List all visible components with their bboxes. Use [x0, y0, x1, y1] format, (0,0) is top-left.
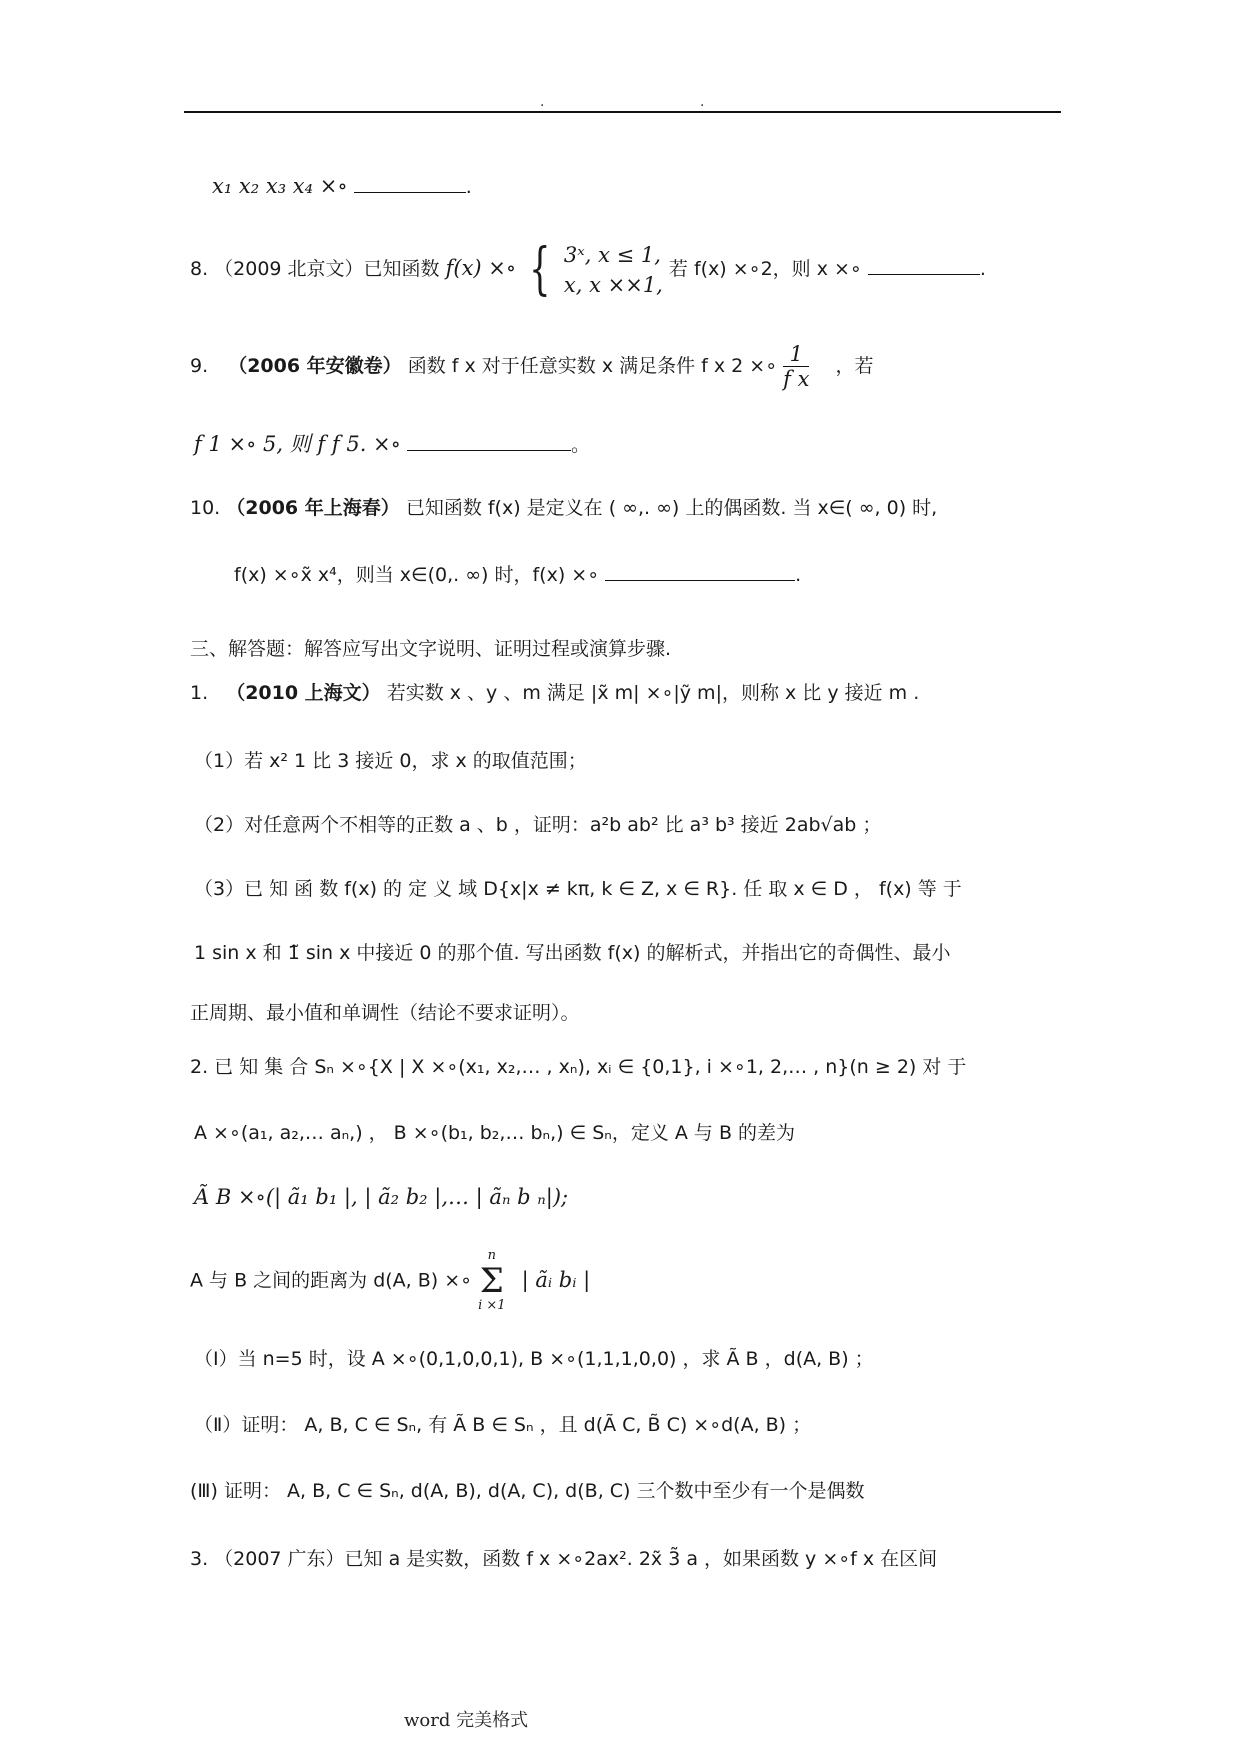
q9-fraction-numerator: 1	[783, 342, 809, 367]
problem-1	[190, 680, 919, 706]
header-dot-left: .	[540, 94, 545, 110]
section-3-heading-text: 三、解答题：解答应写出文字说明、证明过程或演算步骤.	[190, 638, 672, 660]
p1-part-3-text: （3）已 知 函 数 f(x) 的 定 义 域 D{x|x ≠ kπ, k ∈ Z, x ∈ R}. 任 取 x ∈ D ， f(x) 等 于	[194, 878, 962, 900]
q9-fraction	[783, 342, 809, 391]
p2-distance-summand: | ãᵢ bᵢ |	[521, 1267, 591, 1292]
problem-2-part-I	[194, 1346, 874, 1372]
problem-2-part-II	[194, 1412, 811, 1438]
header-rule	[184, 111, 1061, 113]
q8-prefix: 8. （2009 北京文）已知函数	[190, 258, 440, 280]
p2-sigma	[478, 1248, 505, 1314]
p2-sigma-lower: i ×1	[478, 1298, 506, 1313]
p1-part-3b-text: 1 sin x 和 1̃ sin x 中接近 0 的那个值. 写出函数 f(x) 的解析式，并指出它的奇偶性、最小	[194, 942, 951, 964]
q9-tail: ，若	[835, 355, 874, 377]
problem-1-part-2	[194, 812, 881, 838]
q9-end-mark: 。	[570, 434, 590, 456]
footer-text: word 完美格式	[404, 1710, 529, 1731]
p2-distance-prefix: A 与 B 之间的距离为 d(A, B) ×∘	[190, 1269, 473, 1292]
p1-text: 若实数 x 、y 、m 满足 |x̃ m| ×∘|ỹ m|，则称 x 比 y 接近 m .	[386, 682, 920, 704]
section-3-heading	[190, 636, 671, 662]
question-9-continued	[194, 430, 590, 458]
q10-number: 10.	[190, 497, 221, 519]
q10b-expression: f(x) ×∘x̃ x⁴，则当 x∈(0,. ∞) 时，f(x) ×∘	[234, 564, 600, 586]
problem-3	[190, 1546, 937, 1572]
q9-fraction-denominator: f x	[783, 367, 810, 391]
q8-brace: {	[529, 236, 551, 302]
q7-answer-blank	[354, 172, 466, 193]
question-9	[190, 340, 874, 392]
problem-1-part-3	[194, 876, 962, 902]
problem-2-distance	[190, 1248, 590, 1314]
q7-continuation: x₁ x₂ x₃ x₄ ×∘ .	[212, 174, 472, 198]
problem-1-part-3-end	[190, 1000, 580, 1026]
p2-part-III-text: (Ⅲ) 证明： A, B, C ∈ Sₙ, d(A, B), d(A, C), d(B, C) 三个数中至少有一个是偶数	[190, 1480, 865, 1502]
q8-case-1: 3ˣ, x ≤ 1,	[563, 242, 661, 267]
q9-text: 函数 f x 对于任意实数 x 满足条件 f x 2 ×∘	[407, 355, 778, 377]
q10-answer-blank	[605, 560, 795, 581]
q8-cases	[564, 240, 663, 300]
p2-part-I-text: （Ⅰ）当 n=5 时，设 A ×∘(0,1,0,0,1), B ×∘(1,1,1,0,0) ，求 Ã B ，d(A, B) ；	[194, 1348, 874, 1370]
p2-line-2-text: A ×∘(a₁, a₂,… aₙ,) ， B ×∘(b₁, b₂,… bₙ,) ∈ Sₙ，定义 A 与 B 的差为	[194, 1122, 796, 1144]
p1-number: 1.	[190, 682, 209, 704]
p1-source: （2010 上海文）	[226, 682, 381, 704]
q8-case-2: x, x ××1,	[563, 272, 663, 297]
problem-1-part-1	[194, 748, 587, 774]
q10-text: 已知函数 f(x) 是定义在 ( ∞,. ∞) 上的偶函数. 当 x∈( ∞, 0) 时,	[405, 497, 938, 519]
p1-part-3c-text: 正周期、最小值和单调性（结论不要求证明）。	[190, 1002, 580, 1024]
q10-source: （2006 年上海春）	[226, 497, 400, 519]
p3-text: 3. （2007 广东）已知 a 是实数，函数 f x ×∘2ax². 2x̃ 3̃ a ，如果函数 y ×∘f x 在区间	[190, 1548, 938, 1570]
question-10-continued: f(x) ×∘x̃ x⁴，则当 x∈(0,. ∞) 时，f(x) ×∘ .	[234, 560, 801, 588]
p1-part-1-text: （1）若 x² 1 比 3 接近 0，求 x 的取值范围；	[194, 750, 587, 772]
problem-1-part-3-continued	[194, 940, 950, 966]
problem-2-line-2	[194, 1120, 795, 1146]
problem-2-part-III	[190, 1478, 865, 1504]
q7-expression: x₁ x₂ x₃ x₄ ×∘	[212, 174, 348, 198]
q8-fx: f(x) ×∘	[445, 256, 517, 280]
problem-2-line-3	[194, 1184, 568, 1211]
p2-sigma-upper: n	[487, 1248, 497, 1263]
header-dot-right: .	[700, 94, 705, 110]
q9-number: 9.	[190, 355, 209, 377]
question-10	[190, 495, 937, 521]
p2-part-II-text: （Ⅱ）证明： A, B, C ∈ Sₙ, 有 Ã B ∈ Sₙ ，且 d(Ã C, B̃ C) ×∘d(A, B) ；	[194, 1414, 812, 1436]
question-8: 8. （2009 北京文）已知函数 f(x) ×∘ { 3ˣ, x ≤ 1, x, x ××1, 若 f(x) ×∘2，则 x ×∘ .	[190, 236, 986, 302]
p2-text: 2. 已 知 集 合 Sₙ ×∘{X | X ×∘(x₁, x₂,… , xₙ), xᵢ ∈ {0,1}, i ×∘1, 2,… , n}(n ≥ 2) 对 于	[190, 1056, 967, 1078]
p2-line-3-text: Ã B ×∘(| ã₁ b₁ |, | ã₂ b₂ |,… | ãₙ b ₙ|);	[194, 1185, 569, 1209]
q9-source: （2006 年安徽卷）	[228, 355, 402, 377]
p1-part-2-text: （2）对任意两个不相等的正数 a 、b ，证明：a²b ab² 比 a³ b³ 接近 2ab√ab ；	[194, 814, 882, 836]
problem-2	[190, 1054, 966, 1080]
q9-answer-blank	[407, 430, 571, 451]
q8-answer-blank	[868, 254, 980, 275]
sigma-symbol: Σ	[479, 1261, 504, 1301]
q8-condition: 若 f(x) ×∘2，则 x ×∘	[668, 258, 862, 280]
q9b-expression: f 1 ×∘ 5, 则 f f 5. ×∘	[194, 432, 401, 456]
